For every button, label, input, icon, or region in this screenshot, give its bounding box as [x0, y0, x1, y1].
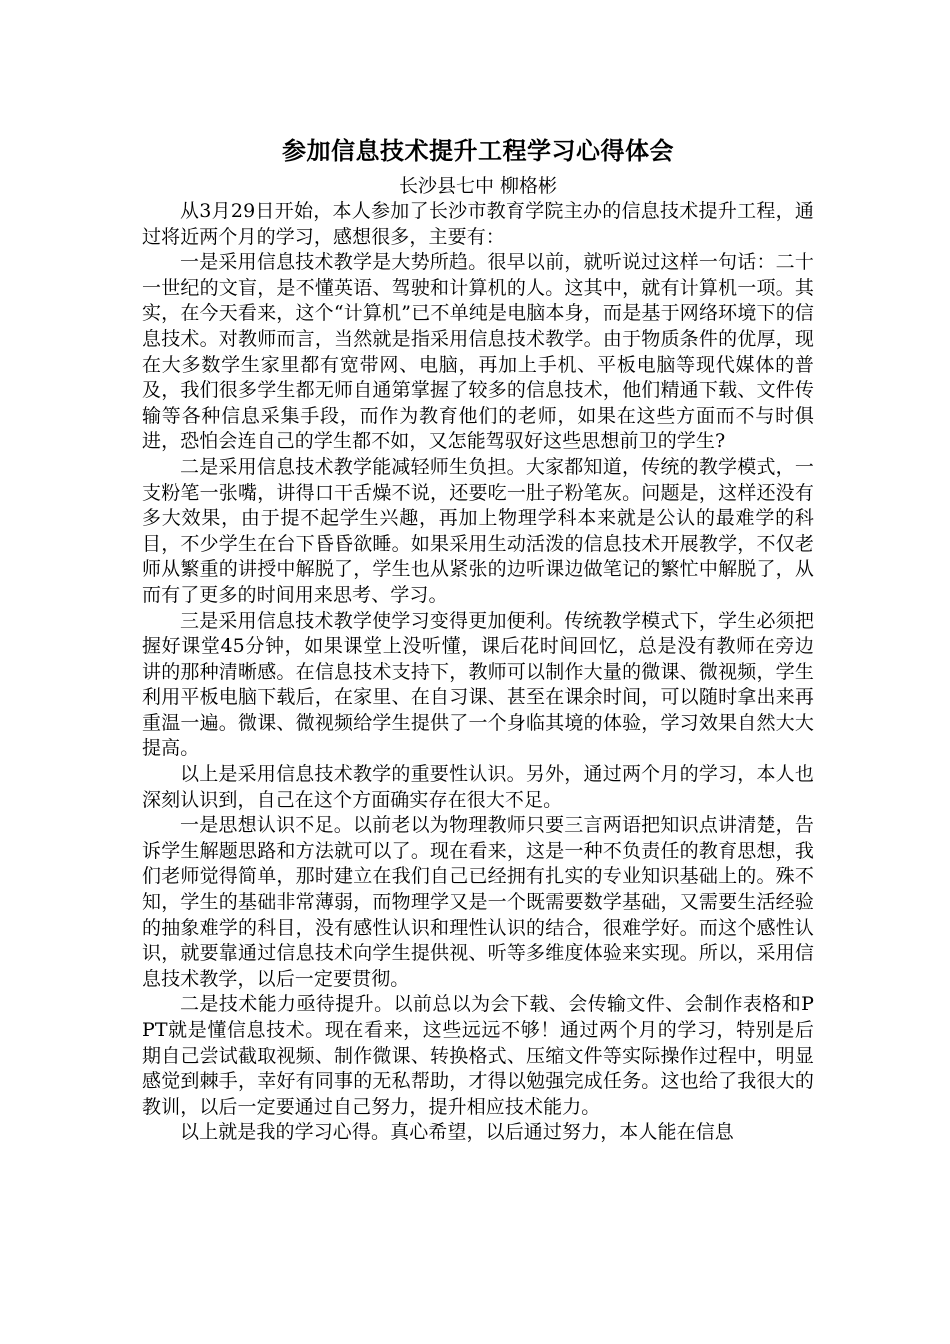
paragraph-point-2: 二是采用信息技术教学能减轻师生负担。大家都知道，传统的教学模式，一支粉笔一张嘴，讲得口干舌燥不说，还要吃一肚子粉笔灰。问题是，这样还没有多大效果，由于提不起学生兴趣，再加上物理学科本来就是公认的最难学的科目，不少学生在台下昏昏欲睡。如果采用生动活泼的信息技术开展教学，不仅老师从繁重的讲授中解脱了，学生也从紧张的边听课边做笔记的繁忙中解脱了，从而有了更多的时间用来思考、学习。 [142, 455, 814, 606]
paragraph-point-1: 一是采用信息技术教学是大势所趋。很早以前，就听说过这样一句话：二十一世纪的文盲，是不懂英语、驾驶和计算机的人。这其中，就有计算机一项。其实，在今天看来，这个“计算机”已不单纯是电脑本身，而是基于网络环境下的信息技术。对教师而言，当然就是指采用信息技术教学。由于物质条件的优厚，现在大多数学生家里都有宽带网、电脑，再加上手机、平板电脑等现代媒体的普及，我们很多学生都无师自通第掌握了较多的信息技术，他们精通下载、文件传输等各种信息采集手段，而作为教育他们的老师，如果在这些方面而不与时俱进，恐怕会连自己的学生都不如，又怎能驾驭好这些思想前卫的学生? [142, 251, 814, 453]
document-body [142, 199, 814, 1146]
document-page [142, 134, 814, 1146]
paragraph-conclusion: 以上就是我的学习心得。真心希望，以后通过努力，本人能在信息 [180, 1121, 734, 1144]
paragraph-intro: 从3月29日开始，本人参加了长沙市教育学院主办的信息技术提升工程，通过将近两个月的学习，感想很多，主要有： [142, 200, 814, 248]
paragraph-transition: 以上是采用信息技术教学的重要性认识。另外，通过两个月的学习，本人也深刻认识到，自己在这个方面确实存在很大不足。 [142, 763, 814, 811]
paragraph-shortcoming-2: 二是技术能力亟待提升。以前总以为会下载、会传输文件、会制作表格和PPT就是懂信息技术。现在看来，这些远远不够！通过两个月的学习，特别是后期自己尝试截取视频、制作微课、转换格式、压缩文件等实际操作过程中，明显感觉到棘手，幸好有同事的无私帮助，才得以勉强完成任务。这也给了我很大的教训，以后一定要通过自己努力，提升相应技术能力。 [142, 993, 814, 1118]
paragraph-point-3: 三是采用信息技术教学使学习变得更加便利。传统教学模式下，学生必须把握好课堂45分钟，如果课堂上没听懂，课后花时间回忆，总是没有教师在旁边讲的那种清晰感。在信息技术支持下，教师可以制作大量的微课、微视频，学生利用平板电脑下载后，在家里、在自习课、甚至在课余时间，可以随时拿出来再重温一遍。微课、微视频给学生提供了一个身临其境的体验，学习效果自然大大提高。 [142, 609, 814, 760]
paragraph-shortcoming-1: 一是思想认识不足。以前老以为物理教师只要三言两语把知识点讲清楚，告诉学生解题思路和方法就可以了。现在看来，这是一种不负责任的教育思想，我们老师觉得简单，那时建立在我们自己已经拥有扎实的专业知识基础上的。殊不知，学生的基础非常薄弱，而物理学又是一个既需要数学基础，又需要生活经验的抽象难学的科目，没有感性认识和理性认识的结合，很难学好。而这个感性认识，就要靠通过信息技术向学生提供视、听等多维度体验来实现。所以，采用信息技术教学，以后一定要贯彻。 [142, 814, 814, 990]
document-author: 长沙县七中 柳格彬 [398, 175, 558, 197]
document-title: 参加信息技术提升工程学习心得体会 [282, 137, 674, 165]
